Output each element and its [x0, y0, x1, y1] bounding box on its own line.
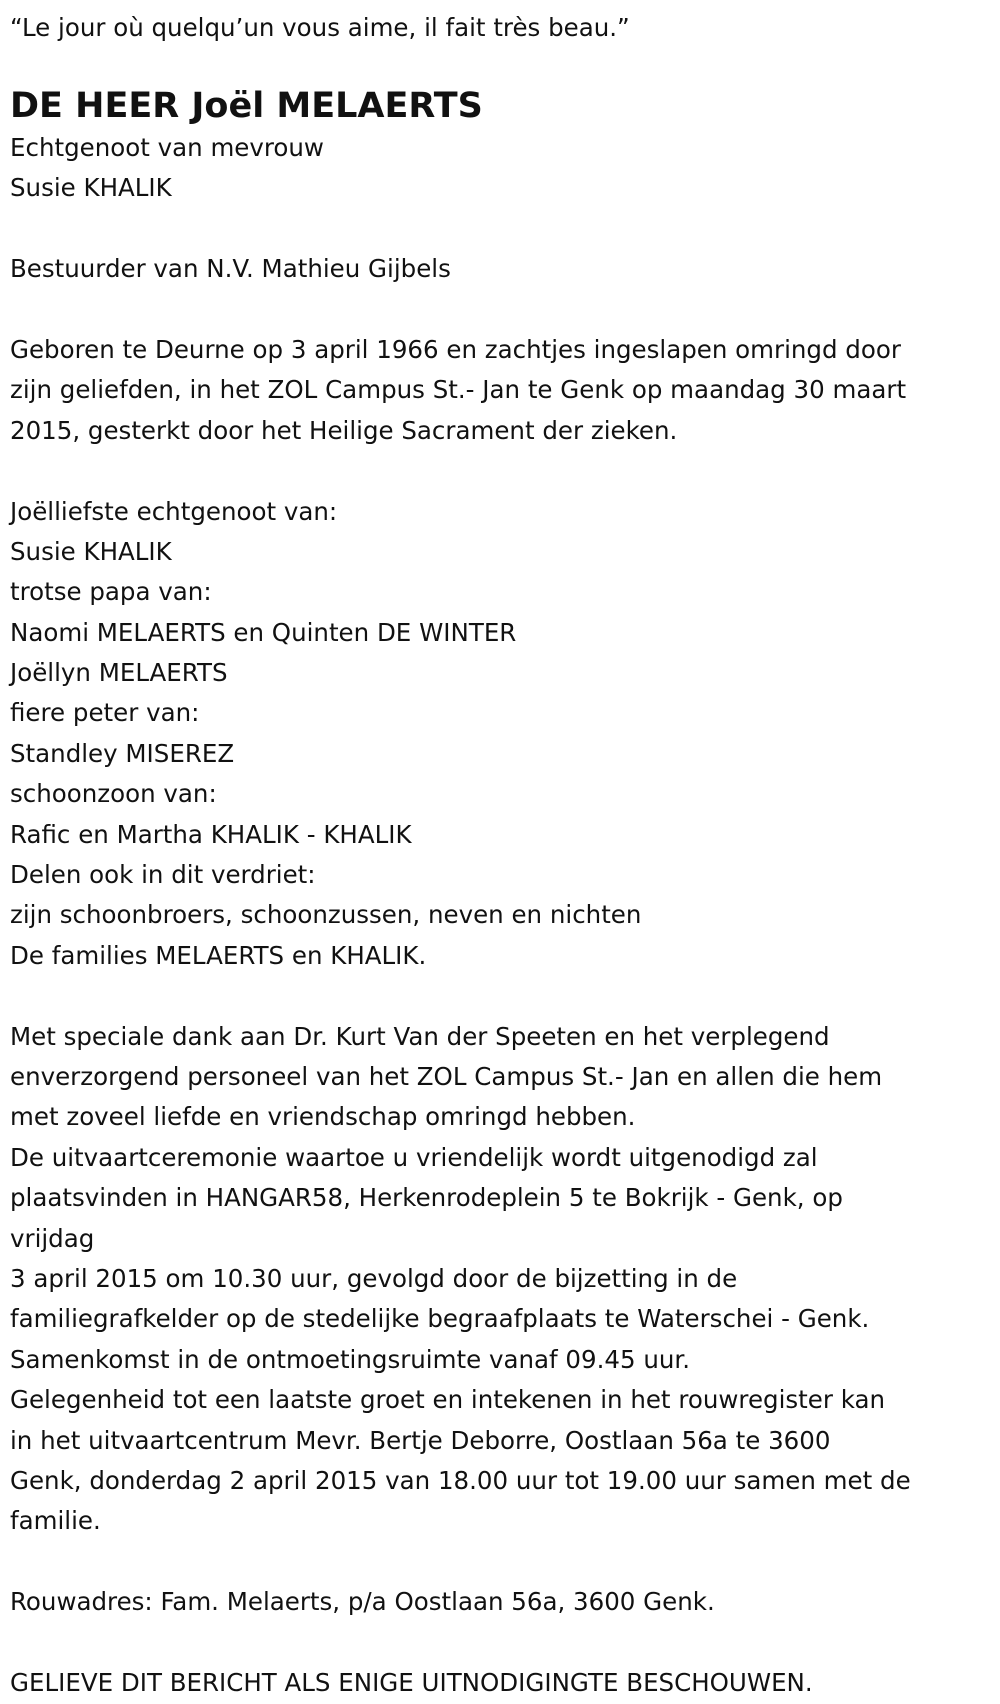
paragraph-line: plaatsvinden in HANGAR58, Herkenrodeplein 5 te Bokrijk - Genk, op: [10, 1183, 843, 1213]
spacer: [10, 1542, 990, 1582]
paragraph-line: De uitvaartceremonie waartoe u vriendelijk wordt uitgenodigd zal: [10, 1142, 818, 1172]
spacer: [10, 976, 990, 1016]
family-line: Delen ook in dit verdriet:: [10, 860, 316, 890]
paragraph-line: Geboren te Deurne op 3 april 1966 en zachtjes ingeslapen omringd door: [10, 334, 901, 364]
spouse-line: Echtgenoot van mevrouw: [10, 133, 324, 162]
paragraph-line: in het uitvaartcentrum Mevr. Bertje Deborre, Oostlaan 56a te 3600: [10, 1425, 831, 1455]
family-line: schoonzoon van:: [10, 779, 217, 809]
family-line: Naomi MELAERTS en Quinten DE WINTER: [10, 617, 517, 647]
paragraph-line: enverzorgend personeel van het ZOL Campus St.- Jan en allen die hem: [10, 1061, 883, 1091]
opening-quote: “Le jour où quelqu’un vous aime, il fait très beau.”: [10, 13, 630, 42]
paragraph-line: Gelegenheid tot een laatste groet en intekenen in het rouwregister kan: [10, 1385, 885, 1415]
spacer: [10, 290, 990, 330]
deceased-name-title: DE HEER Joël MELAERTS: [10, 86, 483, 126]
spacer: [10, 209, 990, 249]
spacer: [10, 451, 990, 491]
family-line: zijn schoonbroers, schoonzussen, neven en nichten: [10, 900, 642, 930]
spacer: [10, 48, 990, 84]
family-line: fiere peter van:: [10, 698, 200, 728]
family-line: Standley MISEREZ: [10, 738, 235, 768]
family-list: [10, 492, 990, 977]
paragraph-line: familie.: [10, 1506, 101, 1536]
family-line: Rafic en Martha KHALIK - KHALIK: [10, 819, 412, 849]
thanks-ceremony-paragraph: [10, 1017, 990, 1542]
family-line: Joëllyn MELAERTS: [10, 658, 228, 688]
paragraph-line: 3 april 2015 om 10.30 uur, gevolgd door de bijzetting in de: [10, 1263, 738, 1293]
family-line: De families MELAERTS en KHALIK.: [10, 940, 427, 970]
family-line: Joëlliefste echtgenoot van:: [10, 496, 338, 526]
occupation-line: Bestuurder van N.V. Mathieu Gijbels: [10, 254, 451, 284]
spouse-line: Susie KHALIK: [10, 173, 172, 203]
family-line: trotse papa van:: [10, 577, 212, 607]
mourning-address: Rouwadres: Fam. Melaerts, p/a Oostlaan 56a, 3600 Genk.: [10, 1587, 715, 1617]
paragraph-line: vrijdag: [10, 1223, 95, 1253]
paragraph-line: familiegrafkelder op de stedelijke begraafplaats te Waterschei - Genk.: [10, 1304, 870, 1334]
paragraph-line: met zoveel liefde en vriendschap omringd hebben.: [10, 1102, 636, 1132]
family-line: Susie KHALIK: [10, 536, 172, 566]
paragraph-line: 2015, gesterkt door het Heilige Sacrament der zieken.: [10, 415, 678, 445]
paragraph-line: Samenkomst in de ontmoetingsruimte vanaf 09.45 uur.: [10, 1344, 691, 1374]
birth-death-paragraph: [10, 330, 990, 451]
paragraph-line: Genk, donderdag 2 april 2015 van 18.00 uur tot 19.00 uur samen met de: [10, 1465, 911, 1495]
spacer: [10, 1622, 990, 1662]
spouse-block: [10, 128, 990, 209]
paragraph-line: zijn geliefden, in het ZOL Campus St.- Jan te Genk op maandag 30 maart: [10, 375, 907, 405]
closing-notice: GELIEVE DIT BERICHT ALS ENIGE UITNODIGINGTE BESCHOUWEN.: [10, 1667, 813, 1697]
paragraph-line: Met speciale dank aan Dr. Kurt Van der Speeten en het verplegend: [10, 1021, 830, 1051]
